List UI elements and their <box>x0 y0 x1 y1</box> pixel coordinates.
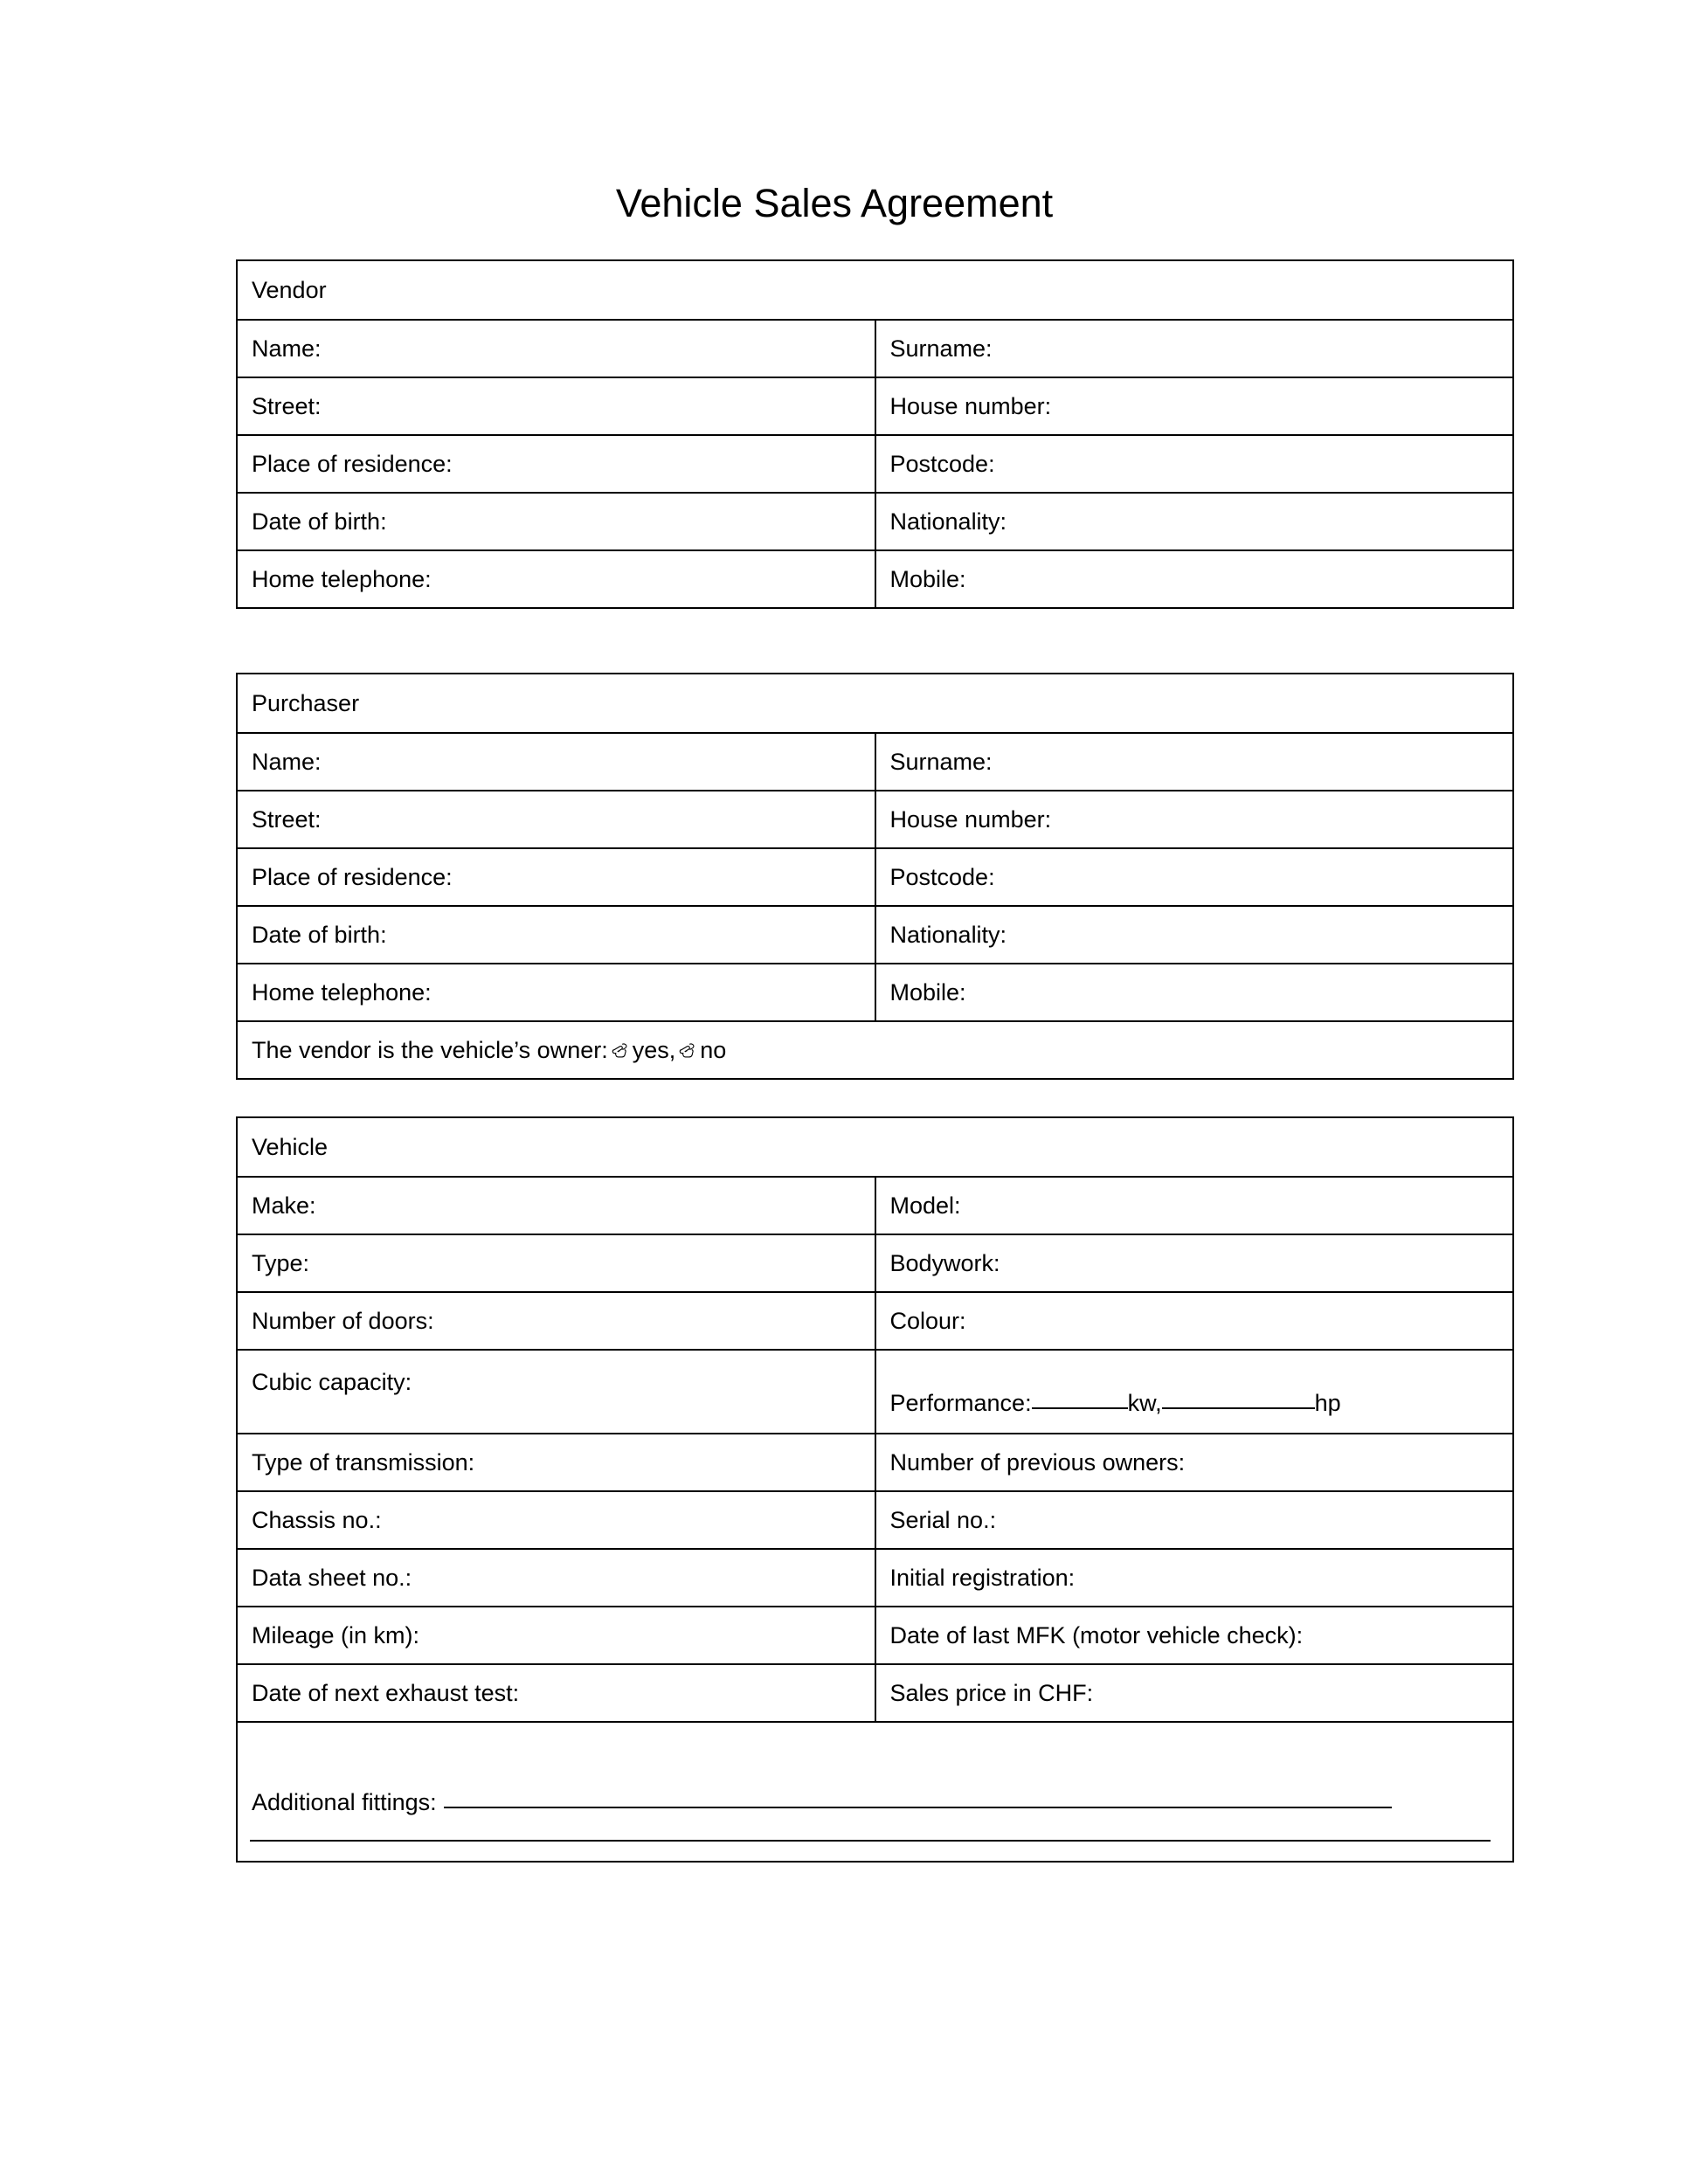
vehicle-field-chassis-no-label[interactable]: Chassis no.: <box>237 1491 875 1549</box>
vendor-field-home-telephone-label[interactable]: Home telephone: <box>237 550 875 608</box>
pointing-hand-icon-no[interactable] <box>678 1041 695 1061</box>
vendor-section-table <box>236 259 1514 609</box>
additional-fittings-blank-line-1[interactable] <box>444 1807 1392 1808</box>
vendor-field-mobile-label[interactable]: Mobile: <box>875 550 1514 608</box>
table-row <box>237 964 1513 1021</box>
vendor-field-house-number-label[interactable]: House number: <box>875 377 1514 435</box>
vehicle-field-performance-label: Performance: <box>889 1389 1032 1416</box>
page-title <box>0 183 1688 223</box>
vendor-is-owner-prompt: The vendor is the vehicle’s owner: <box>252 1036 608 1063</box>
vendor-is-owner-option-yes[interactable]: yes, <box>632 1036 676 1063</box>
vendor-is-owner-row <box>237 1021 1513 1079</box>
performance-hp-blank[interactable] <box>1162 1407 1315 1409</box>
vehicle-field-type-label[interactable]: Type: <box>237 1234 875 1292</box>
table-row <box>237 493 1513 550</box>
purchaser-field-name-label[interactable]: Name: <box>237 733 875 791</box>
vehicle-additional-fittings-cell <box>237 1722 1513 1862</box>
table-row <box>237 1177 1513 1234</box>
table-row <box>237 848 1513 906</box>
vendor-field-street-label[interactable]: Street: <box>237 377 875 435</box>
table-row <box>237 320 1513 377</box>
table-row <box>237 260 1513 320</box>
table-row <box>237 1607 1513 1664</box>
table-row <box>237 1434 1513 1491</box>
vehicle-field-date-of-last-mfk-label[interactable]: Date of last MFK (motor vehicle check): <box>875 1607 1514 1664</box>
table-row <box>237 550 1513 608</box>
vendor-field-place-of-residence-label[interactable]: Place of residence: <box>237 435 875 493</box>
vehicle-field-performance[interactable] <box>875 1350 1514 1434</box>
table-row <box>237 1664 1513 1722</box>
vehicle-field-data-sheet-no-label[interactable]: Data sheet no.: <box>237 1549 875 1607</box>
vendor-section-heading: Vendor <box>237 260 1513 320</box>
purchaser-field-street-label[interactable]: Street: <box>237 791 875 848</box>
table-row <box>237 1350 1513 1434</box>
purchaser-field-nationality-label[interactable]: Nationality: <box>875 906 1514 964</box>
purchaser-field-date-of-birth-label[interactable]: Date of birth: <box>237 906 875 964</box>
additional-fittings-blank-line-2[interactable] <box>250 1840 1491 1842</box>
table-row <box>237 906 1513 964</box>
purchaser-field-place-of-residence-label[interactable]: Place of residence: <box>237 848 875 906</box>
table-row <box>237 733 1513 791</box>
table-row <box>237 377 1513 435</box>
vehicle-field-date-of-next-exhaust-test-label[interactable]: Date of next exhaust test: <box>237 1664 875 1722</box>
vehicle-field-make-label[interactable]: Make: <box>237 1177 875 1234</box>
table-row <box>237 791 1513 848</box>
performance-unit-hp: hp <box>1314 1389 1341 1416</box>
vendor-field-surname-label[interactable]: Surname: <box>875 320 1514 377</box>
vendor-field-nationality-label[interactable]: Nationality: <box>875 493 1514 550</box>
purchaser-field-surname-label[interactable]: Surname: <box>875 733 1514 791</box>
vehicle-field-mileage-label[interactable]: Mileage (in km): <box>237 1607 875 1664</box>
vehicle-field-type-of-transmission-label[interactable]: Type of transmission: <box>237 1434 875 1491</box>
performance-kw-blank[interactable] <box>1032 1407 1128 1409</box>
vehicle-field-colour-label[interactable]: Colour: <box>875 1292 1514 1350</box>
purchaser-section-heading: Purchaser <box>237 674 1513 733</box>
vehicle-field-initial-registration-label[interactable]: Initial registration: <box>875 1549 1514 1607</box>
vehicle-field-number-of-previous-owners-label[interactable]: Number of previous owners: <box>875 1434 1514 1491</box>
purchaser-section-table <box>236 673 1514 1080</box>
table-row <box>237 1722 1513 1862</box>
table-row <box>237 1491 1513 1549</box>
vehicle-field-number-of-doors-label[interactable]: Number of doors: <box>237 1292 875 1350</box>
vendor-is-owner-option-no[interactable]: no <box>700 1036 727 1063</box>
vehicle-field-serial-no-label[interactable]: Serial no.: <box>875 1491 1514 1549</box>
vehicle-field-sales-price-label[interactable]: Sales price in CHF: <box>875 1664 1514 1722</box>
vehicle-field-bodywork-label[interactable]: Bodywork: <box>875 1234 1514 1292</box>
table-row <box>237 1234 1513 1292</box>
table-row <box>237 1117 1513 1177</box>
vehicle-field-model-label[interactable]: Model: <box>875 1177 1514 1234</box>
vendor-field-name-label[interactable]: Name: <box>237 320 875 377</box>
vehicle-section-table <box>236 1116 1514 1863</box>
purchaser-field-postcode-label[interactable]: Postcode: <box>875 848 1514 906</box>
vendor-field-postcode-label[interactable]: Postcode: <box>875 435 1514 493</box>
performance-unit-kw: kw, <box>1127 1389 1162 1416</box>
table-row <box>237 1549 1513 1607</box>
purchaser-field-house-number-label[interactable]: House number: <box>875 791 1514 848</box>
table-row <box>237 1292 1513 1350</box>
vehicle-section-heading: Vehicle <box>237 1117 1513 1177</box>
purchaser-field-home-telephone-label[interactable]: Home telephone: <box>237 964 875 1021</box>
vendor-field-date-of-birth-label[interactable]: Date of birth: <box>237 493 875 550</box>
table-row <box>237 1021 1513 1079</box>
purchaser-field-mobile-label[interactable]: Mobile: <box>875 964 1514 1021</box>
vehicle-field-cubic-capacity-label[interactable]: Cubic capacity: <box>237 1350 875 1434</box>
page-title-text: Vehicle Sales Agreement <box>615 181 1054 225</box>
pointing-hand-icon-yes[interactable] <box>611 1041 628 1061</box>
vehicle-additional-fittings-label: Additional fittings: <box>252 1788 437 1815</box>
table-row <box>237 435 1513 493</box>
table-row <box>237 674 1513 733</box>
